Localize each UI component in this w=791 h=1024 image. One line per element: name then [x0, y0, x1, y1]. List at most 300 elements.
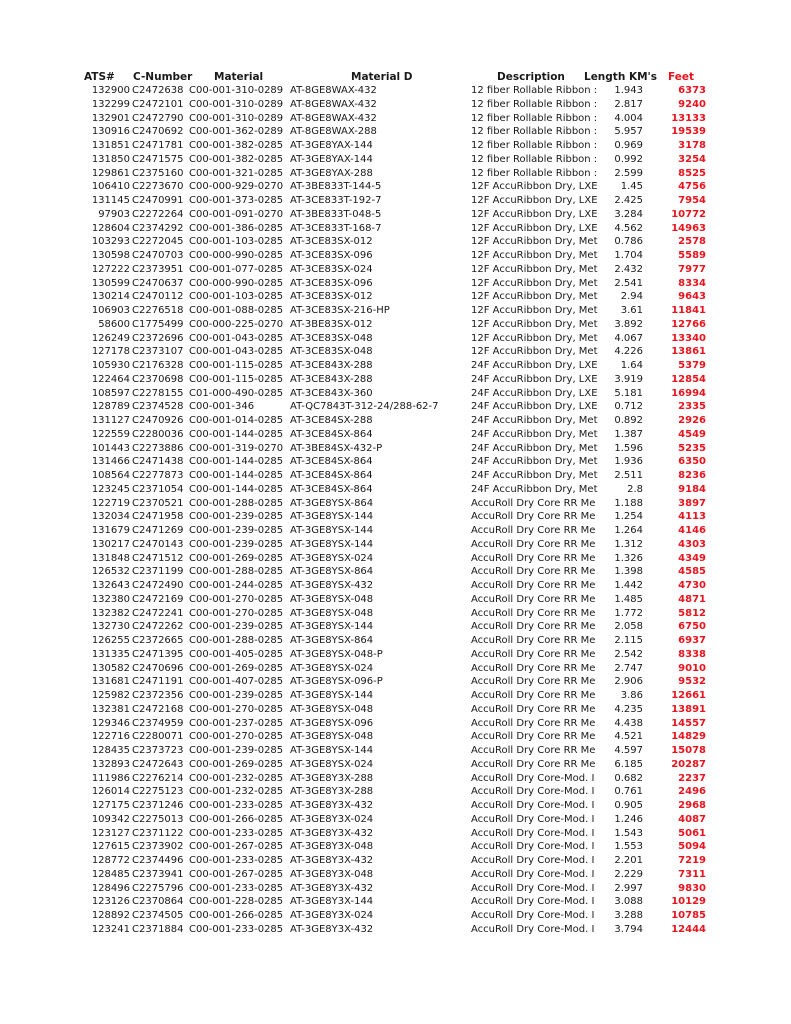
feet-cell: 4113: [678, 511, 706, 523]
c-number-cell: C2276518: [132, 305, 184, 316]
ats-cell: 123127: [91, 827, 130, 839]
description-text: AccuRoll Dry Core-Mod. I: [471, 786, 595, 798]
c-number-cell: C2373107: [132, 346, 184, 358]
material-d-cell: AT-3CE83SX-048: [290, 346, 373, 358]
material-cell: C00-001-310-0289: [189, 98, 284, 110]
table-row: [0, 277, 791, 291]
material-d-cell: AT-3CE843X-360: [290, 387, 373, 399]
c-number-cell: C2373902: [132, 841, 184, 853]
table-row: [0, 345, 791, 359]
ats-cell: 132893: [91, 758, 130, 770]
c-number-cell: C2374528: [132, 401, 184, 413]
material-d-cell: AT-3BE83SX-012: [290, 318, 373, 330]
header-material-d: Material D: [351, 71, 413, 83]
table-row: [0, 744, 791, 758]
material-cell: C00-001-267-0285: [189, 868, 284, 880]
table-row: [0, 565, 791, 579]
length-km-cell: 2.425: [614, 195, 643, 206]
length-km-cell: 2.817: [614, 98, 643, 110]
feet-cell: 13133: [671, 112, 706, 124]
material-d-cell: AT-3GE8YSX-048: [290, 593, 374, 605]
material-d-cell: AT-3BE833T-144-5: [290, 181, 382, 193]
description-text: 12F AccuRibbon Dry, LXE: [471, 195, 598, 206]
material-d-cell: AT-3GE8Y3X-288: [290, 786, 374, 798]
material-d-cell: AT-3GE8YSX-144: [290, 621, 374, 633]
material-d-cell: AT-3GE8YSX-144: [290, 690, 374, 701]
material-cell: C00-001-077-0285: [189, 263, 284, 275]
description-text: AccuRoll Dry Core RR Me: [471, 662, 596, 674]
description-text: 12F AccuRibbon Dry, Met: [471, 346, 598, 358]
length-km-cell: 2.8: [627, 483, 643, 495]
c-number-cell: C2470692: [132, 126, 184, 138]
table-row: [0, 895, 791, 909]
table-row: [0, 290, 791, 304]
material-d-cell: AT-3GE8YAX-288: [290, 167, 373, 179]
ats-cell: 122464: [91, 373, 130, 385]
feet-cell: 5235: [678, 442, 706, 454]
c-number-cell: C2370864: [132, 896, 184, 908]
c-number-cell: C2371884: [132, 923, 184, 935]
length-km-cell: 4.521: [614, 731, 643, 743]
description-text: AccuRoll Dry Core-Mod. I: [471, 896, 595, 908]
material-d-cell: AT-3CE843X-288: [290, 360, 373, 371]
description-text: 12F AccuRibbon Dry, Met: [471, 332, 598, 344]
ats-cell: 126249: [91, 332, 130, 344]
ats-cell: 129861: [91, 167, 130, 179]
ats-cell: 125982: [91, 690, 130, 701]
table-row: [0, 813, 791, 827]
feet-cell: 6750: [678, 621, 706, 633]
material-cell: C00-000-990-0285: [189, 277, 284, 289]
material-cell: C00-000-990-0285: [189, 250, 284, 261]
description-text: 12F AccuRibbon Dry, Met: [471, 305, 598, 316]
material-d-cell: AT-3GE8YSX-096: [290, 717, 374, 729]
table-row: [0, 758, 791, 772]
ats-cell: 108564: [91, 470, 130, 481]
c-number-cell: C2176328: [132, 360, 184, 371]
material-d-cell: AT-3CE833T-168-7: [290, 222, 382, 234]
material-d-cell: AT-3GE8YSX-144: [290, 511, 374, 523]
c-number-cell: C2371122: [132, 827, 184, 839]
description-text: 12 fiber Rollable Ribbon :: [471, 167, 598, 179]
material-cell: C00-001-115-0285: [189, 360, 284, 371]
description-text: AccuRoll Dry Core RR Me: [471, 690, 596, 701]
length-km-cell: 2.511: [614, 470, 643, 481]
length-km-cell: 4.438: [614, 717, 643, 729]
ats-cell: 106903: [91, 305, 130, 316]
description-text: AccuRoll Dry Core RR Me: [471, 745, 596, 756]
feet-cell: 4087: [678, 813, 706, 825]
material-d-cell: AT-3GE8YSX-048: [290, 703, 374, 715]
description-text: AccuRoll Dry Core RR Me: [471, 593, 596, 605]
c-number-cell: C2374959: [132, 717, 184, 729]
description-text: AccuRoll Dry Core-Mod. I: [471, 882, 595, 894]
feet-cell: 12766: [671, 318, 706, 330]
material-d-cell: AT-3GE8YAX-144: [290, 153, 373, 165]
length-km-cell: 0.712: [614, 401, 643, 413]
material-cell: C00-001-321-0285: [189, 167, 284, 179]
material-cell: C00-001-144-0285: [189, 456, 284, 468]
feet-cell: 12444: [671, 923, 706, 935]
material-cell: C00-001-386-0285: [189, 222, 284, 234]
material-cell: C00-000-929-0270: [189, 181, 284, 193]
feet-cell: 5061: [678, 827, 706, 839]
material-cell: C00-001-346: [189, 401, 255, 413]
table-row: [0, 125, 791, 139]
description-text: AccuRoll Dry Core RR Me: [471, 607, 596, 619]
feet-cell: 2968: [678, 800, 706, 811]
c-number-cell: C2472169: [132, 593, 184, 605]
length-km-cell: 0.682: [614, 772, 643, 784]
length-km-cell: 5.181: [614, 387, 643, 399]
material-d-cell: AT-3GE8Y3X-144: [290, 896, 374, 908]
c-number-cell: C2278155: [132, 387, 184, 399]
material-d-cell: AT-3CE83SX-012: [290, 291, 373, 303]
length-km-cell: 1.188: [614, 497, 643, 509]
material-cell: C00-001-288-0285: [189, 566, 284, 578]
length-km-cell: 3.088: [614, 896, 643, 908]
table-row: [0, 112, 791, 126]
description-text: AccuRoll Dry Core RR Me: [471, 731, 596, 743]
length-km-cell: 3.288: [614, 910, 643, 921]
ats-cell: 122716: [91, 731, 130, 743]
table-row: [0, 909, 791, 923]
material-d-cell: AT-3GE8YSX-144: [290, 525, 374, 536]
length-km-cell: 1.543: [614, 827, 643, 839]
ats-cell: 130214: [91, 291, 130, 303]
c-number-cell: C2374496: [132, 855, 184, 866]
ats-cell: 97903: [98, 208, 130, 220]
ats-cell: 131848: [91, 552, 130, 564]
ats-cell: 109342: [91, 813, 130, 825]
feet-cell: 9010: [678, 662, 706, 674]
length-km-cell: 1.936: [614, 456, 643, 468]
description-text: AccuRoll Dry Core RR Me: [471, 552, 596, 564]
c-number-cell: C2471512: [132, 552, 184, 564]
material-cell: C00-001-270-0285: [189, 593, 284, 605]
material-cell: C00-001-239-0285: [189, 621, 284, 633]
length-km-cell: 0.892: [614, 415, 643, 426]
c-number-cell: C2374505: [132, 910, 184, 921]
material-cell: C00-000-225-0270: [189, 318, 284, 330]
description-text: AccuRoll Dry Core-Mod. I: [471, 800, 595, 811]
table-row: [0, 249, 791, 263]
ats-cell: 131145: [91, 195, 130, 206]
material-cell: C00-001-043-0285: [189, 346, 284, 358]
feet-cell: 2578: [678, 236, 706, 248]
feet-cell: 9184: [678, 483, 706, 495]
material-d-cell: AT-3GE8YSX-864: [290, 566, 374, 578]
feet-cell: 13891: [671, 703, 706, 715]
material-cell: C00-001-266-0285: [189, 910, 284, 921]
material-d-cell: AT-3CE83SX-096: [290, 277, 373, 289]
ats-cell: 130916: [91, 126, 130, 138]
c-number-cell: C2472241: [132, 607, 184, 619]
material-d-cell: AT-3GE8YSX-048: [290, 607, 374, 619]
c-number-cell: C2275013: [132, 813, 184, 825]
material-cell: C00-001-362-0289: [189, 126, 284, 138]
length-km-cell: 2.115: [614, 635, 643, 646]
c-number-cell: C2470926: [132, 415, 184, 426]
c-number-cell: C2472168: [132, 703, 184, 715]
description-text: AccuRoll Dry Core-Mod. I: [471, 923, 595, 935]
table-row: [0, 414, 791, 428]
c-number-cell: C2371054: [132, 483, 184, 495]
feet-cell: 7311: [678, 868, 706, 880]
feet-cell: 4549: [678, 428, 706, 440]
feet-cell: 7977: [678, 263, 706, 275]
ats-cell: 130217: [91, 538, 130, 550]
table-row: [0, 373, 791, 387]
material-cell: C00-001-233-0285: [189, 882, 284, 894]
material-d-cell: AT-3GE8YSX-864: [290, 497, 374, 509]
length-km-cell: 0.992: [614, 153, 643, 165]
table-row: [0, 524, 791, 538]
feet-cell: 16994: [671, 387, 706, 399]
length-km-cell: 1.254: [614, 511, 643, 523]
ats-cell: 130582: [91, 662, 130, 674]
c-number-cell: C2470991: [132, 195, 184, 206]
c-number-cell: C2373723: [132, 745, 184, 756]
description-text: AccuRoll Dry Core-Mod. I: [471, 910, 595, 921]
table-row: [0, 785, 791, 799]
ats-cell: 129346: [91, 717, 130, 729]
ats-cell: 122719: [91, 497, 130, 509]
material-d-cell: AT-8GE8WAX-432: [290, 98, 377, 110]
ats-cell: 132382: [91, 607, 130, 619]
material-cell: C00-001-239-0285: [189, 525, 284, 536]
material-cell: C00-001-270-0285: [189, 703, 284, 715]
material-cell: C00-001-103-0285: [189, 236, 284, 248]
table-body: [0, 84, 791, 937]
length-km-cell: 5.957: [614, 126, 643, 138]
material-d-cell: AT-3GE8YSX-024: [290, 552, 374, 564]
feet-cell: 9830: [678, 882, 706, 894]
table-row: [0, 387, 791, 401]
c-number-cell: C2272045: [132, 236, 184, 248]
ats-cell: 126255: [91, 635, 130, 646]
material-d-cell: AT-3CE84SX-864: [290, 428, 373, 440]
length-km-cell: 6.185: [614, 758, 643, 770]
material-cell: C00-001-244-0285: [189, 580, 284, 591]
feet-cell: 7219: [678, 855, 706, 866]
description-text: AccuRoll Dry Core RR Me: [471, 703, 596, 715]
material-cell: C00-001-270-0285: [189, 607, 284, 619]
material-d-cell: AT-3CE83SX-216-HP: [290, 305, 390, 316]
table-row: [0, 180, 791, 194]
length-km-cell: 1.312: [614, 538, 643, 550]
length-km-cell: 1.553: [614, 841, 643, 853]
c-number-cell: C2471438: [132, 456, 184, 468]
description-text: 12F AccuRibbon Dry, Met: [471, 263, 598, 275]
ats-cell: 130599: [91, 277, 130, 289]
feet-cell: 8338: [678, 648, 706, 660]
ats-cell: 108597: [91, 387, 130, 399]
c-number-cell: C2277873: [132, 470, 184, 481]
ats-cell: 128496: [91, 882, 130, 894]
feet-cell: 4349: [678, 552, 706, 564]
length-km-cell: 3.284: [614, 208, 643, 220]
table-row: [0, 593, 791, 607]
length-km-cell: 2.201: [614, 855, 643, 866]
header-material: Material: [214, 71, 264, 83]
c-number-cell: C2472262: [132, 621, 184, 633]
description-text: 12 fiber Rollable Ribbon :: [471, 126, 598, 138]
description-text: AccuRoll Dry Core RR Me: [471, 580, 596, 591]
ats-cell: 131466: [91, 456, 130, 468]
c-number-cell: C2375160: [132, 167, 184, 179]
material-d-cell: AT-3GE8YSX-096-P: [290, 676, 383, 688]
c-number-cell: C2470637: [132, 277, 184, 289]
material-cell: C01-000-490-0285: [189, 387, 284, 399]
header-c-number: C-Number: [133, 71, 193, 83]
table-row: [0, 730, 791, 744]
description-text: 12 fiber Rollable Ribbon :: [471, 153, 598, 165]
feet-cell: 12661: [671, 690, 706, 701]
material-d-cell: AT-3BE84SX-432-P: [290, 442, 383, 454]
table-row: [0, 332, 791, 346]
feet-cell: 6937: [678, 635, 706, 646]
description-text: 12F AccuRibbon Dry, Met: [471, 250, 598, 261]
ats-cell: 132643: [91, 580, 130, 591]
c-number-cell: C2373941: [132, 868, 184, 880]
length-km-cell: 2.94: [620, 291, 643, 303]
c-number-cell: C2471191: [132, 676, 184, 688]
length-km-cell: 1.326: [614, 552, 643, 564]
material-cell: C00-001-232-0285: [189, 786, 284, 798]
feet-cell: 10129: [671, 896, 706, 908]
table-row: [0, 483, 791, 497]
material-d-cell: AT-3CE833T-192-7: [290, 195, 382, 206]
length-km-cell: 1.943: [614, 85, 643, 96]
material-cell: C00-001-310-0289: [189, 85, 284, 96]
description-text: 24F AccuRibbon Dry, Met: [471, 442, 598, 454]
length-km-cell: 4.226: [614, 346, 643, 358]
description-text: 24F AccuRibbon Dry, LXE: [471, 387, 598, 399]
c-number-cell: C1775499: [132, 318, 184, 330]
material-d-cell: AT-3CE83SX-024: [290, 263, 373, 275]
c-number-cell: C2472101: [132, 98, 184, 110]
c-number-cell: C2470143: [132, 538, 184, 550]
table-row: [0, 538, 791, 552]
ats-cell: 123241: [91, 923, 130, 935]
feet-cell: 3178: [678, 140, 706, 151]
length-km-cell: 0.969: [614, 140, 643, 151]
length-km-cell: 4.235: [614, 703, 643, 715]
material-d-cell: AT-3GE8YSX-144: [290, 745, 374, 756]
description-text: AccuRoll Dry Core-Mod. I: [471, 841, 595, 853]
material-cell: C00-001-043-0285: [189, 332, 284, 344]
feet-cell: 4585: [678, 566, 706, 578]
description-text: AccuRoll Dry Core RR Me: [471, 621, 596, 633]
c-number-cell: C2275796: [132, 882, 184, 894]
table-row: [0, 235, 791, 249]
ats-cell: 123126: [91, 896, 130, 908]
ats-cell: 130598: [91, 250, 130, 261]
header-ats: ATS#: [84, 71, 115, 83]
material-cell: C00-001-144-0285: [189, 470, 284, 481]
ats-cell: 127175: [91, 800, 130, 811]
feet-cell: 20287: [671, 758, 706, 770]
material-cell: C00-001-233-0285: [189, 923, 284, 935]
length-km-cell: 0.761: [614, 786, 643, 798]
table-row: [0, 840, 791, 854]
feet-cell: 5094: [678, 841, 706, 853]
description-text: 12 fiber Rollable Ribbon :: [471, 112, 598, 124]
feet-cell: 9643: [678, 291, 706, 303]
material-cell: C00-001-407-0285: [189, 676, 284, 688]
ats-cell: 126532: [91, 566, 130, 578]
material-cell: C00-001-088-0285: [189, 305, 284, 316]
c-number-cell: C2373951: [132, 263, 184, 275]
c-number-cell: C2371246: [132, 800, 184, 811]
material-cell: C00-001-269-0285: [189, 758, 284, 770]
material-cell: C00-001-266-0285: [189, 813, 284, 825]
ats-cell: 127178: [91, 346, 130, 358]
table-row: [0, 428, 791, 442]
feet-cell: 8525: [678, 167, 706, 179]
table-row: [0, 882, 791, 896]
feet-cell: 7954: [678, 195, 706, 206]
material-d-cell: AT-3BE833T-048-5: [290, 208, 382, 220]
c-number-cell: C2280036: [132, 428, 184, 440]
description-text: AccuRoll Dry Core-Mod. I: [471, 868, 595, 880]
ats-cell: 101443: [91, 442, 130, 454]
table-row: [0, 400, 791, 414]
material-d-cell: AT-3GE8Y3X-432: [290, 855, 374, 866]
description-text: 12F AccuRibbon Dry, LXE: [471, 181, 598, 193]
material-d-cell: AT-3GE8YAX-144: [290, 140, 373, 151]
length-km-cell: 1.596: [614, 442, 643, 454]
length-km-cell: 3.892: [614, 318, 643, 330]
material-d-cell: AT-3CE84SX-864: [290, 470, 373, 481]
table-row: [0, 139, 791, 153]
c-number-cell: C2370521: [132, 497, 184, 509]
length-km-cell: 3.794: [614, 923, 643, 935]
material-d-cell: AT-3GE8Y3X-432: [290, 923, 374, 935]
description-text: 12F AccuRibbon Dry, LXE: [471, 208, 598, 220]
table-row: [0, 497, 791, 511]
feet-cell: 4146: [678, 525, 706, 536]
table-row: [0, 675, 791, 689]
feet-cell: 15078: [671, 745, 706, 756]
c-number-cell: C2472490: [132, 580, 184, 591]
length-km-cell: 4.562: [614, 222, 643, 234]
c-number-cell: C2470696: [132, 662, 184, 674]
c-number-cell: C2472790: [132, 112, 184, 124]
material-d-cell: AT-3GE8Y3X-432: [290, 882, 374, 894]
material-d-cell: AT-3CE83SX-048: [290, 332, 373, 344]
material-cell: C00-001-239-0285: [189, 690, 284, 701]
header-description: Description: [497, 71, 565, 83]
material-cell: C00-001-115-0285: [189, 373, 284, 385]
ats-cell: 122559: [91, 428, 130, 440]
table-row: [0, 689, 791, 703]
material-cell: C00-001-382-0285: [189, 140, 284, 151]
ats-cell: 128789: [91, 401, 130, 413]
description-text: 12 fiber Rollable Ribbon :: [471, 140, 598, 151]
ats-cell: 131679: [91, 525, 130, 536]
description-text: 24F AccuRibbon Dry, Met: [471, 428, 598, 440]
ats-cell: 128892: [91, 910, 130, 921]
material-cell: C00-001-373-0285: [189, 195, 284, 206]
length-km-cell: 0.786: [614, 236, 643, 248]
material-cell: C00-001-269-0285: [189, 552, 284, 564]
spreadsheet-table: [0, 70, 791, 937]
material-d-cell: AT-3GE8Y3X-432: [290, 827, 374, 839]
ats-cell: 132380: [91, 593, 130, 605]
material-cell: C00-001-239-0285: [189, 511, 284, 523]
